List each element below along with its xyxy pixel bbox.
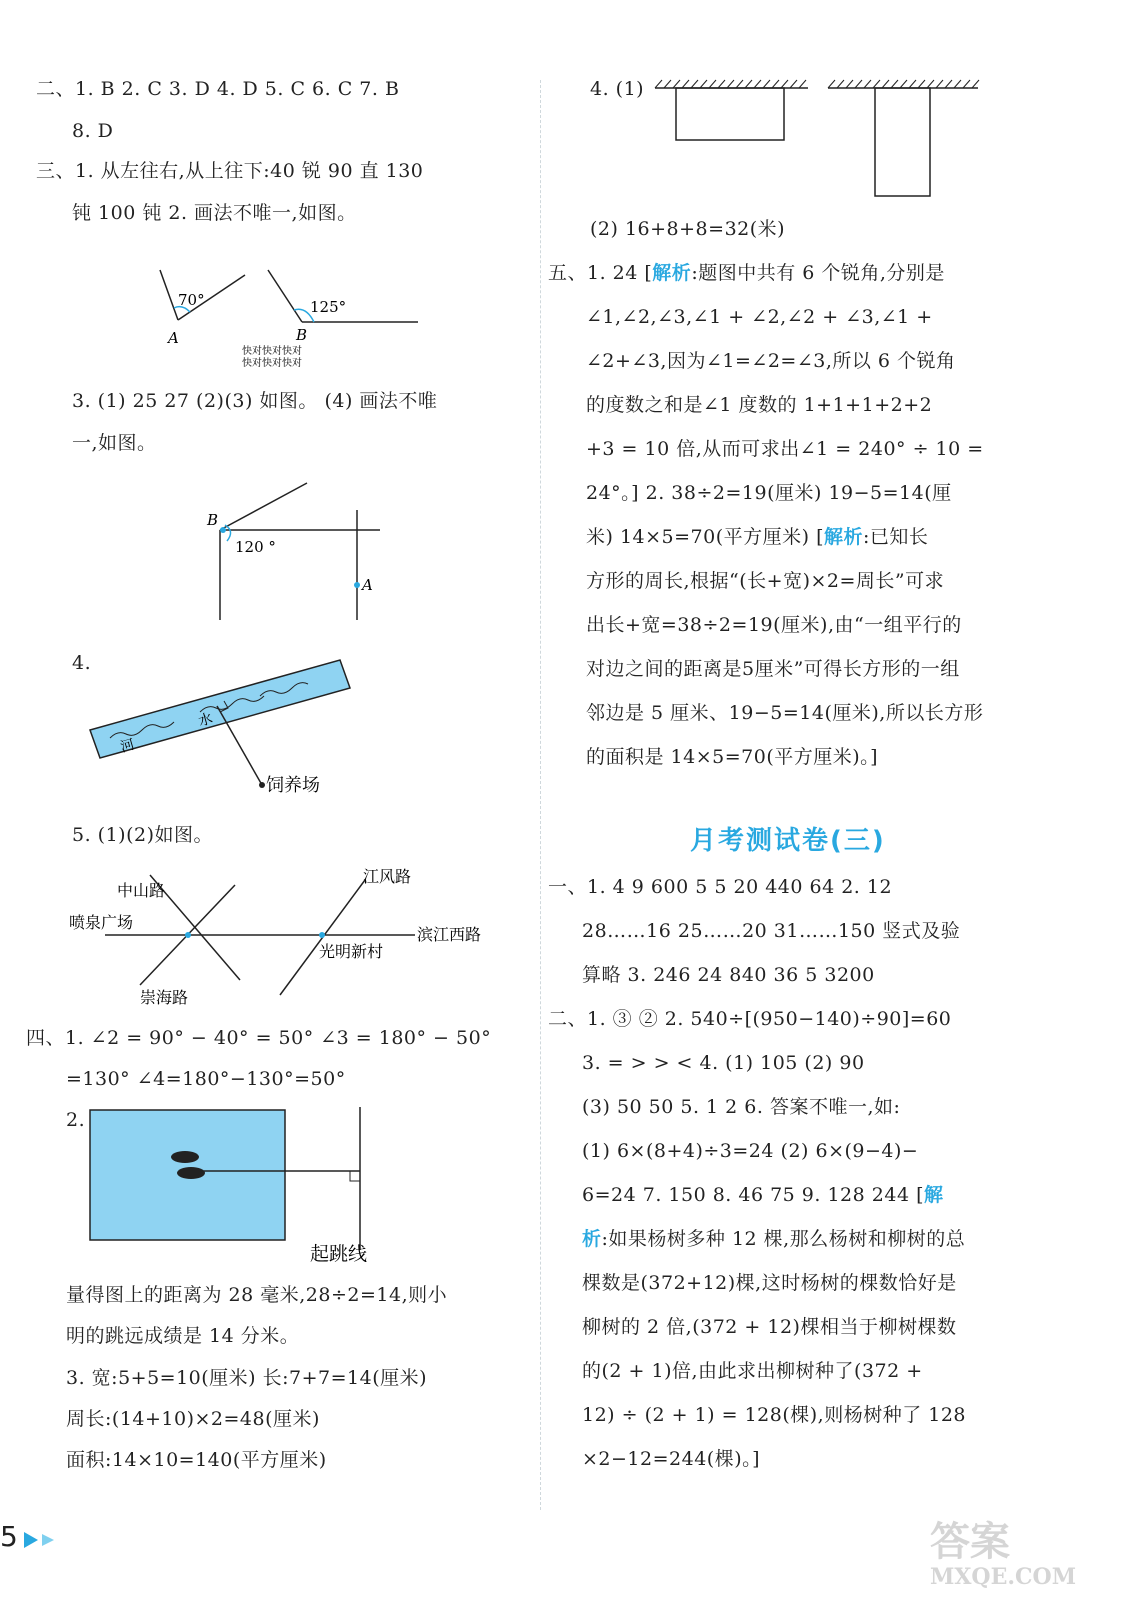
line-text: 棵数是(372+12)棵,这时杨树的棵数恰好是 xyxy=(582,1272,957,1294)
road-zhongshan: 中山路 xyxy=(117,881,166,900)
figure-angles xyxy=(150,260,440,380)
line-text: 周长:(14+10)×2=48(厘米) xyxy=(66,1408,320,1430)
right-text-line xyxy=(586,348,956,374)
left-text-line xyxy=(72,650,91,676)
line-text: ∠1,∠2,∠3,∠1 + ∠2,∠2 + ∠3,∠1 + xyxy=(586,306,933,328)
line-text-rest: :如果杨树多种 12 棵,那么杨树和柳树的总 xyxy=(601,1228,966,1250)
right-text-line xyxy=(586,524,928,550)
right-text-line xyxy=(582,1314,956,1340)
analysis-label: 解析 xyxy=(652,262,692,284)
line-text: 4. xyxy=(72,652,92,674)
line-text: =130° ∠4=180°−130°=50° xyxy=(66,1068,346,1090)
road-chonghai: 崇海路 xyxy=(140,988,189,1007)
line-text: 24°。] 2. 38÷2=19(厘米) 19−5=14(厘 xyxy=(586,482,952,504)
line-text: 出长+宽=38÷2=19(厘米),由“一组平行的 xyxy=(586,614,962,636)
watermark-logo xyxy=(925,1510,1105,1590)
figure-rectangles xyxy=(650,78,990,203)
watermark-top: 答案 xyxy=(930,1518,1010,1565)
farm-label: 饲养场 xyxy=(266,775,320,796)
line-text: 邻边是 5 厘米、19−5=14(厘米),所以长方形 xyxy=(586,702,984,724)
line-text: 钝 100 钝 2. 画法不唯一,如图。 xyxy=(72,202,357,224)
right-text-line xyxy=(582,1182,944,1208)
figure-river xyxy=(90,660,370,800)
point-b: B xyxy=(296,326,308,344)
line-text: 3. = > > < 4. (1) 105 (2) 90 xyxy=(582,1052,865,1074)
left-text-line xyxy=(66,1282,447,1308)
line-text: 二、1. ③ ② 2. 540÷[(950−140)÷90]=60 xyxy=(548,1008,952,1030)
left-text-line xyxy=(66,1406,320,1432)
line-text: 的度数之和是∠1 度数的 1+1+1+2+2 xyxy=(586,394,933,416)
line-text-rest: :已知长 xyxy=(863,526,929,548)
right-text-line xyxy=(586,612,962,638)
right-text-line xyxy=(582,1270,957,1296)
line-text: 3. (1) 25 27 (2)(3) 如图。 (4) 画法不唯 xyxy=(72,390,438,412)
figure-perpendicular xyxy=(195,475,395,625)
analysis-label: 解析 xyxy=(824,526,864,548)
right-text-line xyxy=(548,1006,951,1032)
right-text-line xyxy=(586,568,944,594)
line-text: ∠2+∠3,因为∠1=∠2=∠3,所以 6 个锐角 xyxy=(586,350,956,372)
angle-label-70: 70° xyxy=(178,291,205,309)
line-text: ×2−12=244(棵)。] xyxy=(582,1448,761,1470)
right-text-line xyxy=(586,436,984,462)
right-text-line xyxy=(582,962,875,988)
line-text-rest: :题图中共有 6 个锐角,分别是 xyxy=(691,262,945,284)
line-text: (3) 50 50 5. 1 2 6. 答案不唯一,如: xyxy=(582,1096,901,1118)
right-text-line xyxy=(582,1446,760,1472)
right-text-line xyxy=(586,744,878,770)
line-text: 的(2 + 1)倍,由此求出柳树种了(372 + xyxy=(582,1360,923,1382)
line-text: 柳树的 2 倍,(372 + 12)棵相当于柳树棵数 xyxy=(582,1316,957,1338)
stamp-note-1: 快对快对快对 xyxy=(242,346,302,357)
right-text-line xyxy=(586,480,952,506)
angle-label-125: 125° xyxy=(310,298,347,316)
left-text-line xyxy=(72,388,437,414)
left-text-line xyxy=(72,118,113,144)
watermark-bottom: MXQE.COM xyxy=(930,1564,1077,1590)
point-a: A xyxy=(362,576,373,594)
right-text-line xyxy=(590,76,644,102)
left-text-line xyxy=(72,822,213,848)
line-text: 二、1. B 2. C 3. D 4. D 5. C 6. C 7. B xyxy=(36,78,400,100)
stamp-note-2: 快对快对快对 xyxy=(242,358,302,369)
right-text-line xyxy=(582,1358,923,1384)
line-text: 米) 14×5=70(平方厘米) [ xyxy=(586,526,825,548)
right-text-line xyxy=(586,656,960,682)
right-text-line xyxy=(582,1226,965,1252)
line-text: 对边之间的距离是5厘米”可得长方形的一组 xyxy=(586,658,960,680)
figure-roads xyxy=(65,860,505,1010)
left-text-line xyxy=(36,76,399,102)
line-text: 3. 宽:5+5=10(厘米) 长:7+7=14(厘米) xyxy=(66,1367,428,1389)
left-text-line xyxy=(26,1025,491,1051)
right-text-line xyxy=(590,216,785,242)
line-text: 5. (1)(2)如图。 xyxy=(72,824,213,846)
left-text-line xyxy=(72,430,157,456)
right-text-line xyxy=(582,1138,918,1164)
point-b: B xyxy=(207,511,219,529)
road-binjiang: 滨江西路 xyxy=(417,925,482,944)
line-text: 量得图上的距离为 28 毫米,28÷2=14,则小 xyxy=(66,1284,448,1306)
left-text-line xyxy=(36,158,423,184)
line-text: 一、1. 4 9 600 5 5 20 440 64 2. 12 xyxy=(548,876,893,898)
right-text-line xyxy=(582,1402,966,1428)
point-a: A xyxy=(168,329,179,347)
line-text: 三、1. 从左往右,从上往下:40 锐 90 直 130 xyxy=(36,160,424,182)
fountain-square: 喷泉广场 xyxy=(69,913,134,932)
forward-arrows-icon xyxy=(24,1530,64,1550)
right-text-line xyxy=(582,918,960,944)
takeoff-line-label: 起跳线 xyxy=(310,1243,368,1265)
guangming-village: 光明新村 xyxy=(319,942,384,961)
line-text: 算略 3. 246 24 840 36 5 3200 xyxy=(582,964,875,986)
line-text: 28……16 25……20 31……150 竖式及验 xyxy=(582,920,961,942)
right-text-line xyxy=(548,874,892,900)
line-text: 8. D xyxy=(72,120,114,142)
line-text: (2) 16+8+8=32(米) xyxy=(590,218,786,240)
analysis-label: 析 xyxy=(582,1228,602,1250)
angle-label-120: 120 ° xyxy=(235,538,276,556)
left-text-line xyxy=(66,1066,346,1092)
right-text-line xyxy=(582,1094,900,1120)
right-text-line xyxy=(586,304,933,330)
column-divider xyxy=(540,80,541,1510)
line-text: 明的跳远成绩是 14 分米。 xyxy=(66,1325,300,1347)
section-title: 月考测试卷(三) xyxy=(690,826,886,856)
road-jiangfeng: 江风路 xyxy=(363,867,412,886)
line-text: 四、1. ∠2 = 90° − 40° = 50° ∠3 = 180° − 50° xyxy=(26,1027,492,1049)
line-text: 方形的周长,根据“(长+宽)×2=周长”可求 xyxy=(586,570,945,592)
river-char-1: 河 xyxy=(118,736,137,756)
figure-jump xyxy=(85,1105,405,1275)
line-text: (1) 6×(8+4)÷3=24 (2) 6×(9−4)− xyxy=(582,1140,919,1162)
line-text: +3 = 10 倍,从而可求出∠1 = 240° ÷ 10 = xyxy=(586,438,984,460)
page-number: 5 xyxy=(0,1520,18,1553)
right-text-line xyxy=(586,392,932,418)
line-text: 一,如图。 xyxy=(72,432,157,454)
right-text-line xyxy=(548,260,945,286)
right-text-line xyxy=(586,700,983,726)
analysis-label: 解 xyxy=(924,1184,944,1206)
right-text-line xyxy=(582,1050,865,1076)
line-text: 五、1. 24 [ xyxy=(548,262,653,284)
river-char-2: 水 xyxy=(196,710,215,730)
line-text: 12) ÷ (2 + 1) = 128(棵),则杨树种了 128 xyxy=(582,1404,967,1426)
line-text: 4. (1) xyxy=(590,78,645,100)
left-text-line xyxy=(66,1447,327,1473)
line-text: 6=24 7. 150 8. 46 75 9. 128 244 [ xyxy=(582,1184,924,1206)
line-text: 2. xyxy=(66,1109,86,1131)
left-text-line xyxy=(66,1365,427,1391)
left-text-line xyxy=(66,1323,299,1349)
left-text-line xyxy=(66,1107,85,1133)
left-text-line xyxy=(72,200,357,226)
line-text: 面积:14×10=140(平方厘米) xyxy=(66,1449,327,1471)
line-text: 的面积是 14×5=70(平方厘米)。] xyxy=(586,746,879,768)
